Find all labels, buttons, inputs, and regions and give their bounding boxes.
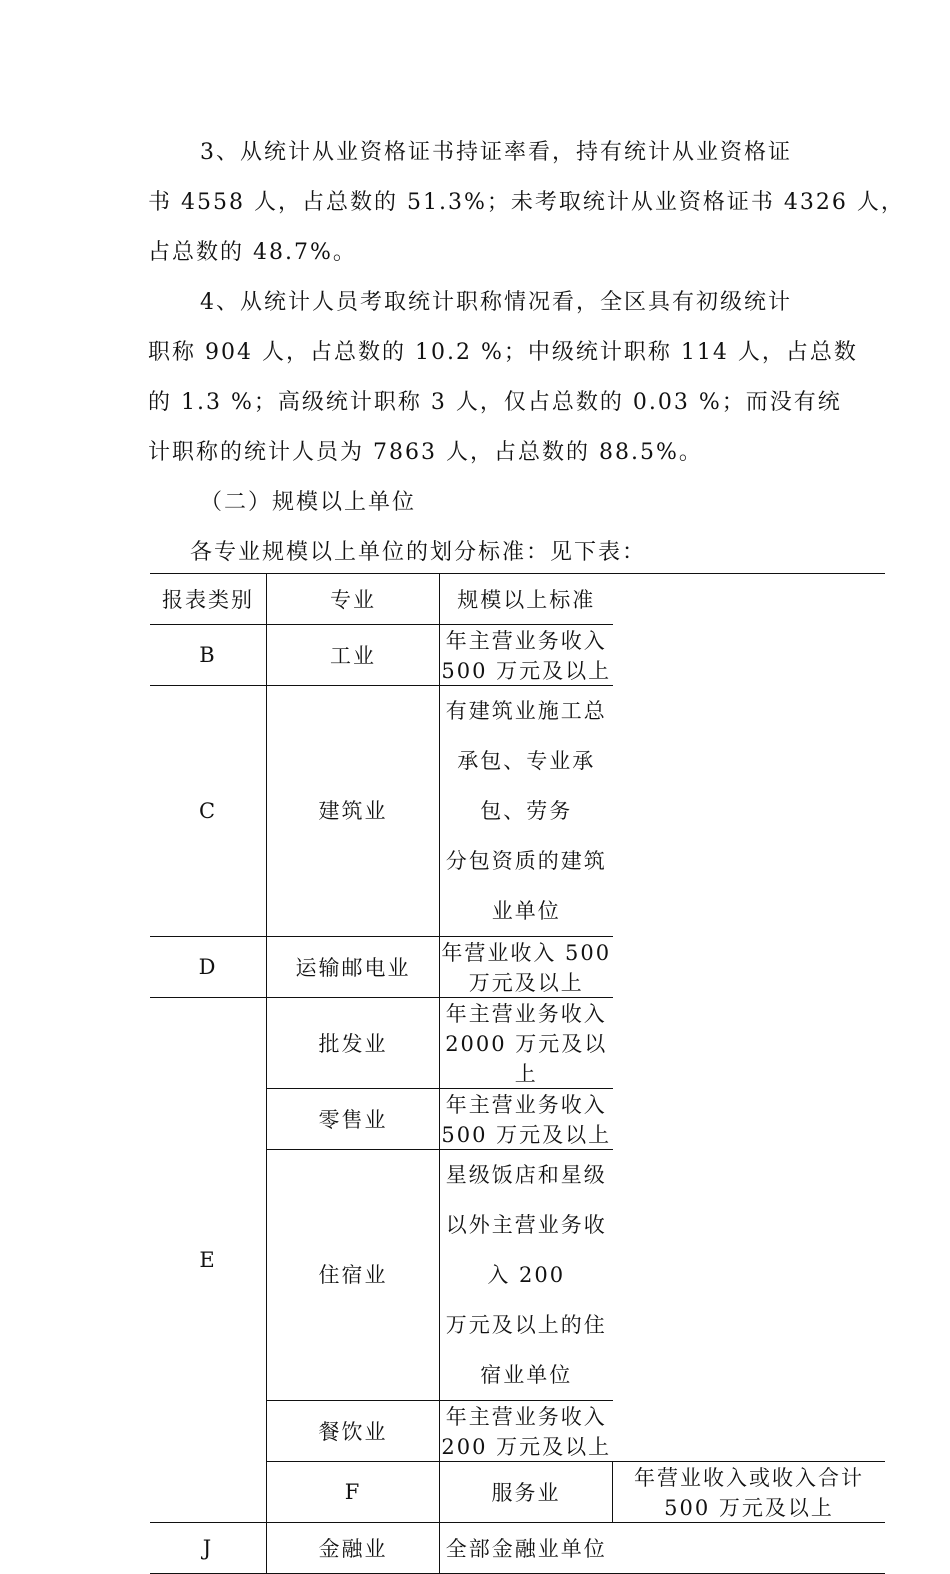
- standard-line: 有建筑业施工总承包、专业承包、劳务: [445, 699, 607, 823]
- standards-table: [150, 573, 885, 1574]
- paragraph-4-line-4: 计职称的统计人员为 7863 人，占总数的 88.5%。: [148, 440, 703, 465]
- table-row: [150, 998, 885, 1089]
- category-cell: B: [150, 625, 267, 686]
- standard-cell: 年营业收入或收入合计 500 万元及以上: [613, 1462, 886, 1523]
- industry-cell: 金融业: [267, 1523, 440, 1574]
- industry-cell: 住宿业: [267, 1150, 440, 1401]
- paragraph-4-line-1: 4、从统计人员考取统计职称情况看，全区具有初级统计: [200, 290, 792, 315]
- standard-line: 分包资质的建筑业单位: [445, 849, 607, 923]
- paragraph-3-line-3: 占总数的 48.7%。: [148, 240, 357, 265]
- standard-cell: [440, 686, 613, 937]
- industry-cell: 批发业: [267, 998, 440, 1089]
- industry-cell: 零售业: [267, 1089, 440, 1150]
- category-cell: F: [267, 1462, 440, 1523]
- table-header-row: [150, 574, 885, 625]
- header-standard: 规模以上标准: [440, 574, 613, 625]
- paragraph-3-line-1: 3、从统计从业资格证书持证率看，持有统计从业资格证: [200, 140, 792, 165]
- standard-cell: 全部金融业单位: [440, 1523, 613, 1574]
- category-cell: D: [150, 937, 267, 998]
- industry-cell: 服务业: [440, 1462, 613, 1523]
- standard-cell: 年主营业务收入 200 万元及以上: [440, 1401, 613, 1462]
- industry-cell: 运输邮电业: [267, 937, 440, 998]
- category-cell: E: [150, 998, 267, 1523]
- header-category: 报表类别: [150, 574, 267, 625]
- table-row: [150, 686, 885, 937]
- standard-cell: 年主营业务收入 2000 万元及以上: [440, 998, 613, 1089]
- standard-cell: 年主营业务收入 500 万元及以上: [440, 625, 613, 686]
- table-row: [150, 937, 885, 998]
- industry-cell: 工业: [267, 625, 440, 686]
- standard-cell: 年主营业务收入 500 万元及以上: [440, 1089, 613, 1150]
- table-row: [150, 625, 885, 686]
- category-cell: J: [150, 1523, 267, 1574]
- section-heading: （二）规模以上单位: [200, 490, 417, 515]
- paragraph-3-line-2: 书 4558 人，占总数的 51.3%；未考取统计从业资格证书 4326 人，: [148, 190, 905, 215]
- table-intro: 各专业规模以上单位的划分标准：见下表：: [190, 540, 647, 565]
- industry-cell: 餐饮业: [267, 1401, 440, 1462]
- paragraph-4-line-2: 职称 904 人，占总数的 10.2 %；中级统计职称 114 人，占总数: [148, 340, 858, 365]
- header-industry: 专业: [267, 574, 440, 625]
- standard-line: 万元及以上的住宿业单位: [445, 1313, 607, 1387]
- standard-line: 星级饭店和星级以外主营业务收入 200: [445, 1163, 607, 1287]
- table-row: [150, 1523, 885, 1574]
- industry-cell: 建筑业: [267, 686, 440, 937]
- category-cell: C: [150, 686, 267, 937]
- paragraph-4-line-3: 的 1.3 %；高级统计职称 3 人，仅占总数的 0.03 %；而没有统: [148, 390, 842, 415]
- standard-cell: [440, 1150, 613, 1401]
- standard-cell: 年营业收入 500 万元及以上: [440, 937, 613, 998]
